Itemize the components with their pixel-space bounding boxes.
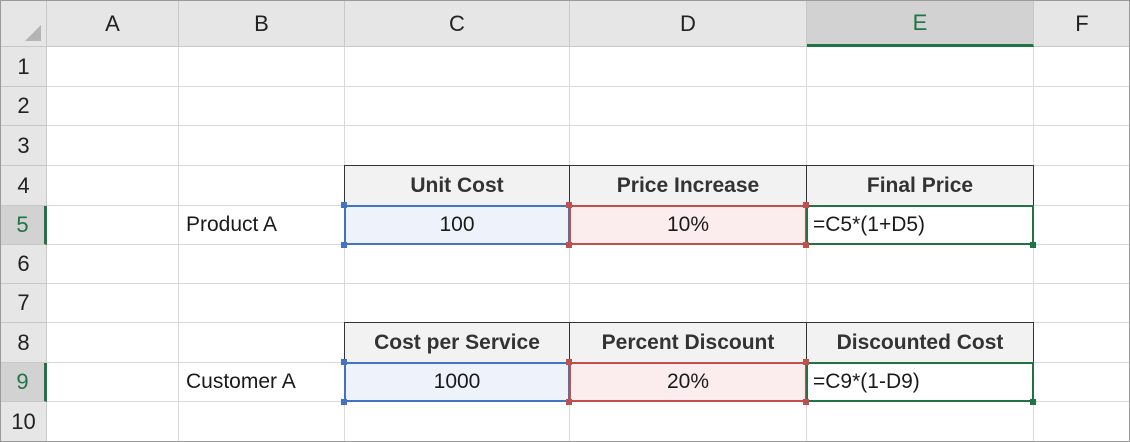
cell-e4-header[interactable]: Final Price [806,165,1034,206]
column-header-c[interactable]: C [345,1,570,47]
range-handle[interactable] [341,202,347,208]
row-header-9[interactable]: 9 [1,363,47,402]
range-handle[interactable] [803,399,809,405]
column-header-e[interactable]: E [807,1,1034,47]
range-handle[interactable] [803,359,809,365]
column-header-f[interactable]: F [1034,1,1130,47]
column-header-b[interactable]: B [179,1,345,47]
row-header-3[interactable]: 3 [1,126,47,166]
range-handle[interactable] [341,242,347,248]
fill-handle[interactable] [1030,399,1036,405]
row-header-4[interactable]: 4 [1,166,47,206]
range-handle[interactable] [566,399,572,405]
fill-handle[interactable] [1030,242,1036,248]
cell-e5-formula[interactable]: =C5*(1+D5) [806,205,1034,245]
cell-d4-header[interactable]: Price Increase [569,165,807,206]
range-handle[interactable] [566,242,572,248]
gridline [47,283,1130,284]
cell-e9-formula[interactable]: =C9*(1-D9) [806,362,1034,402]
row-header-7[interactable]: 7 [1,284,47,323]
cell-b9[interactable]: Customer A [186,370,296,393]
row-header-10[interactable]: 10 [1,402,47,442]
cell-b5[interactable]: Product A [186,213,278,236]
select-all-button[interactable] [1,1,47,47]
cell-d9[interactable]: 20% [569,362,807,402]
range-handle[interactable] [803,242,809,248]
range-handle[interactable] [803,202,809,208]
gridline [47,86,1130,87]
range-handle[interactable] [566,202,572,208]
cell-e8-header[interactable]: Discounted Cost [806,322,1034,363]
row-header-1[interactable]: 1 [1,47,47,87]
row-header-8[interactable]: 8 [1,323,47,363]
cell-c4-header[interactable]: Unit Cost [344,165,570,206]
row-header-6[interactable]: 6 [1,245,47,284]
row-header-2[interactable]: 2 [1,87,47,126]
cell-c8-header[interactable]: Cost per Service [344,322,570,363]
column-header-d[interactable]: D [570,1,807,47]
cell-c9[interactable]: 1000 [344,362,570,402]
column-header-a[interactable]: A [47,1,179,47]
range-handle[interactable] [566,359,572,365]
cell-c5[interactable]: 100 [344,205,570,245]
cell-d8-header[interactable]: Percent Discount [569,322,807,363]
range-handle[interactable] [341,359,347,365]
range-handle[interactable] [341,399,347,405]
row-header-5[interactable]: 5 [1,206,47,245]
cell-d5[interactable]: 10% [569,205,807,245]
select-all-triangle-icon [25,25,41,41]
gridline [47,125,1130,126]
